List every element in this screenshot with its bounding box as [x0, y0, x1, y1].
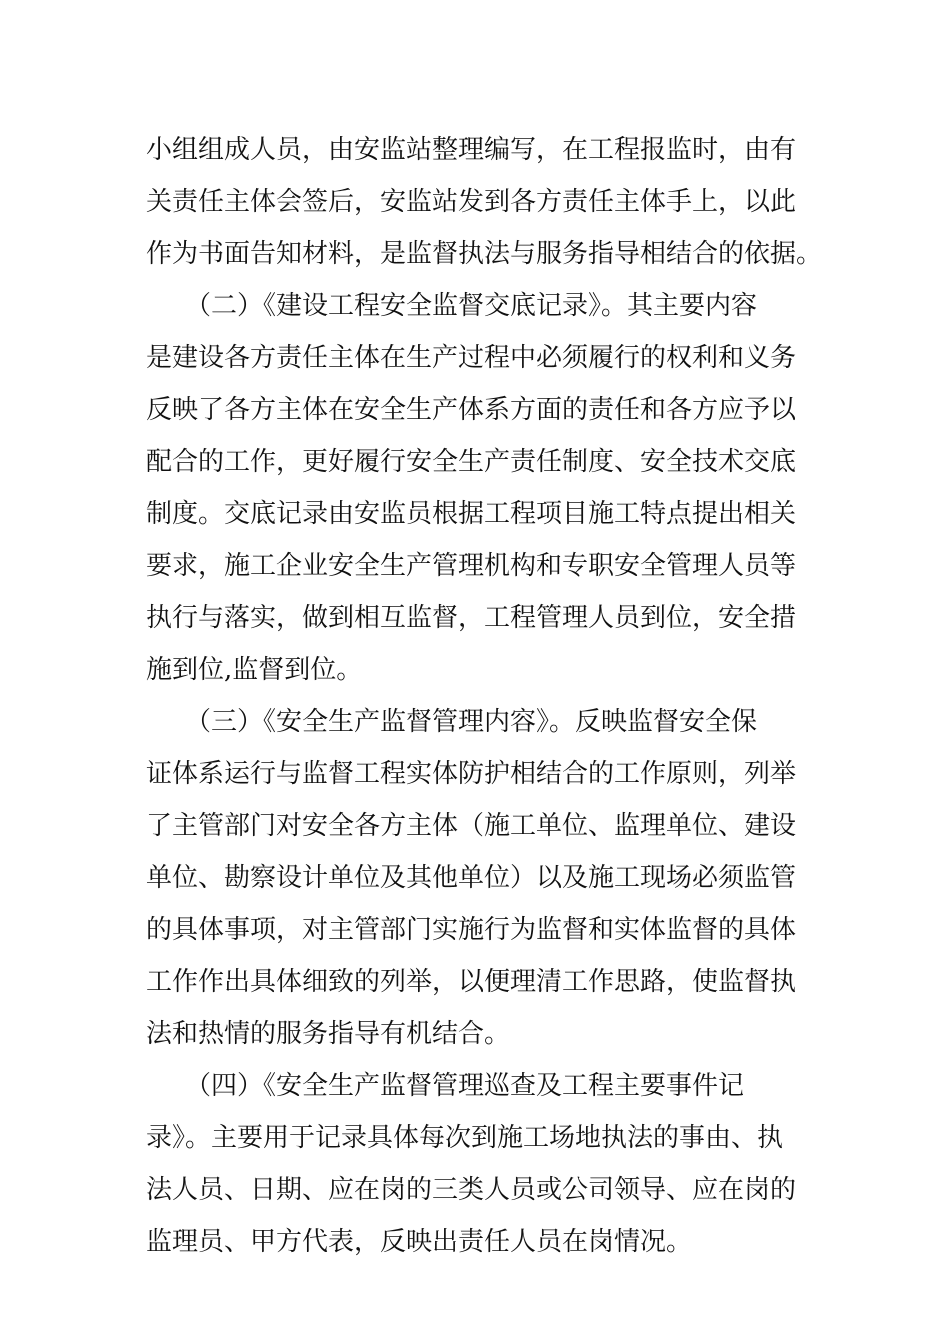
text-line: 工作作出具体细致的列举，以便理清工作思路，使监督执: [146, 967, 797, 997]
text-line: 的具体事项，对主管部门实施行为监督和实体监督的具体: [146, 915, 797, 945]
text-line: 监理员、甲方代表，反映出责任人员在岗情况。: [146, 1227, 693, 1257]
document-body: [146, 124, 823, 1268]
text-line: 要求，施工企业安全生产管理机构和专职安全管理人员等: [146, 551, 797, 581]
text-line: （三）《安全生产监督管理内容》。反映监督安全保: [146, 707, 758, 737]
text-line: 单位、勘察设计单位及其他单位）以及施工现场必须监管: [146, 863, 797, 893]
text-line: 反映了各方主体在安全生产体系方面的责任和各方应予以: [146, 395, 797, 425]
text-line: 录》。主要用于记录具体每次到施工场地执法的事由、执: [146, 1123, 784, 1153]
paragraph-1: [146, 124, 823, 280]
text-line: （四）《安全生产监督管理巡查及工程主要事件记: [146, 1071, 745, 1101]
text-line: 制度。交底记录由安监员根据工程项目施工特点提出相关: [146, 499, 797, 529]
text-line: 执行与落实，做到相互监督，工程管理人员到位，安全措: [146, 603, 797, 633]
paragraph-4: [146, 1060, 806, 1268]
text-line: 了主管部门对安全各方主体（施工单位、监理单位、建设: [146, 811, 797, 841]
text-line: 是建设各方责任主体在生产过程中必须履行的权利和义务: [146, 343, 797, 373]
paragraph-2: [146, 280, 806, 696]
text-line: 法人员、日期、应在岗的三类人员或公司领导、应在岗的: [146, 1175, 797, 1205]
text-line: 证体系运行与监督工程实体防护相结合的工作原则，列举: [146, 759, 797, 789]
text-line: 施到位,监督到位。: [146, 655, 363, 685]
text-line: 配合的工作，更好履行安全生产责任制度、安全技术交底: [146, 447, 797, 477]
text-line: 作为书面告知材料，是监督执法与服务指导相结合的依据。: [146, 239, 823, 269]
text-line: （二）《建设工程安全监督交底记录》。其主要内容: [146, 291, 758, 321]
paragraph-3: [146, 696, 806, 1060]
text-line: 关责任主体会签后，安监站发到各方责任主体手上，以此: [146, 187, 797, 217]
text-line: 小组组成人员，由安监站整理编写，在工程报监时，由有: [146, 135, 797, 165]
text-line: 法和热情的服务指导有机结合。: [146, 1019, 511, 1049]
